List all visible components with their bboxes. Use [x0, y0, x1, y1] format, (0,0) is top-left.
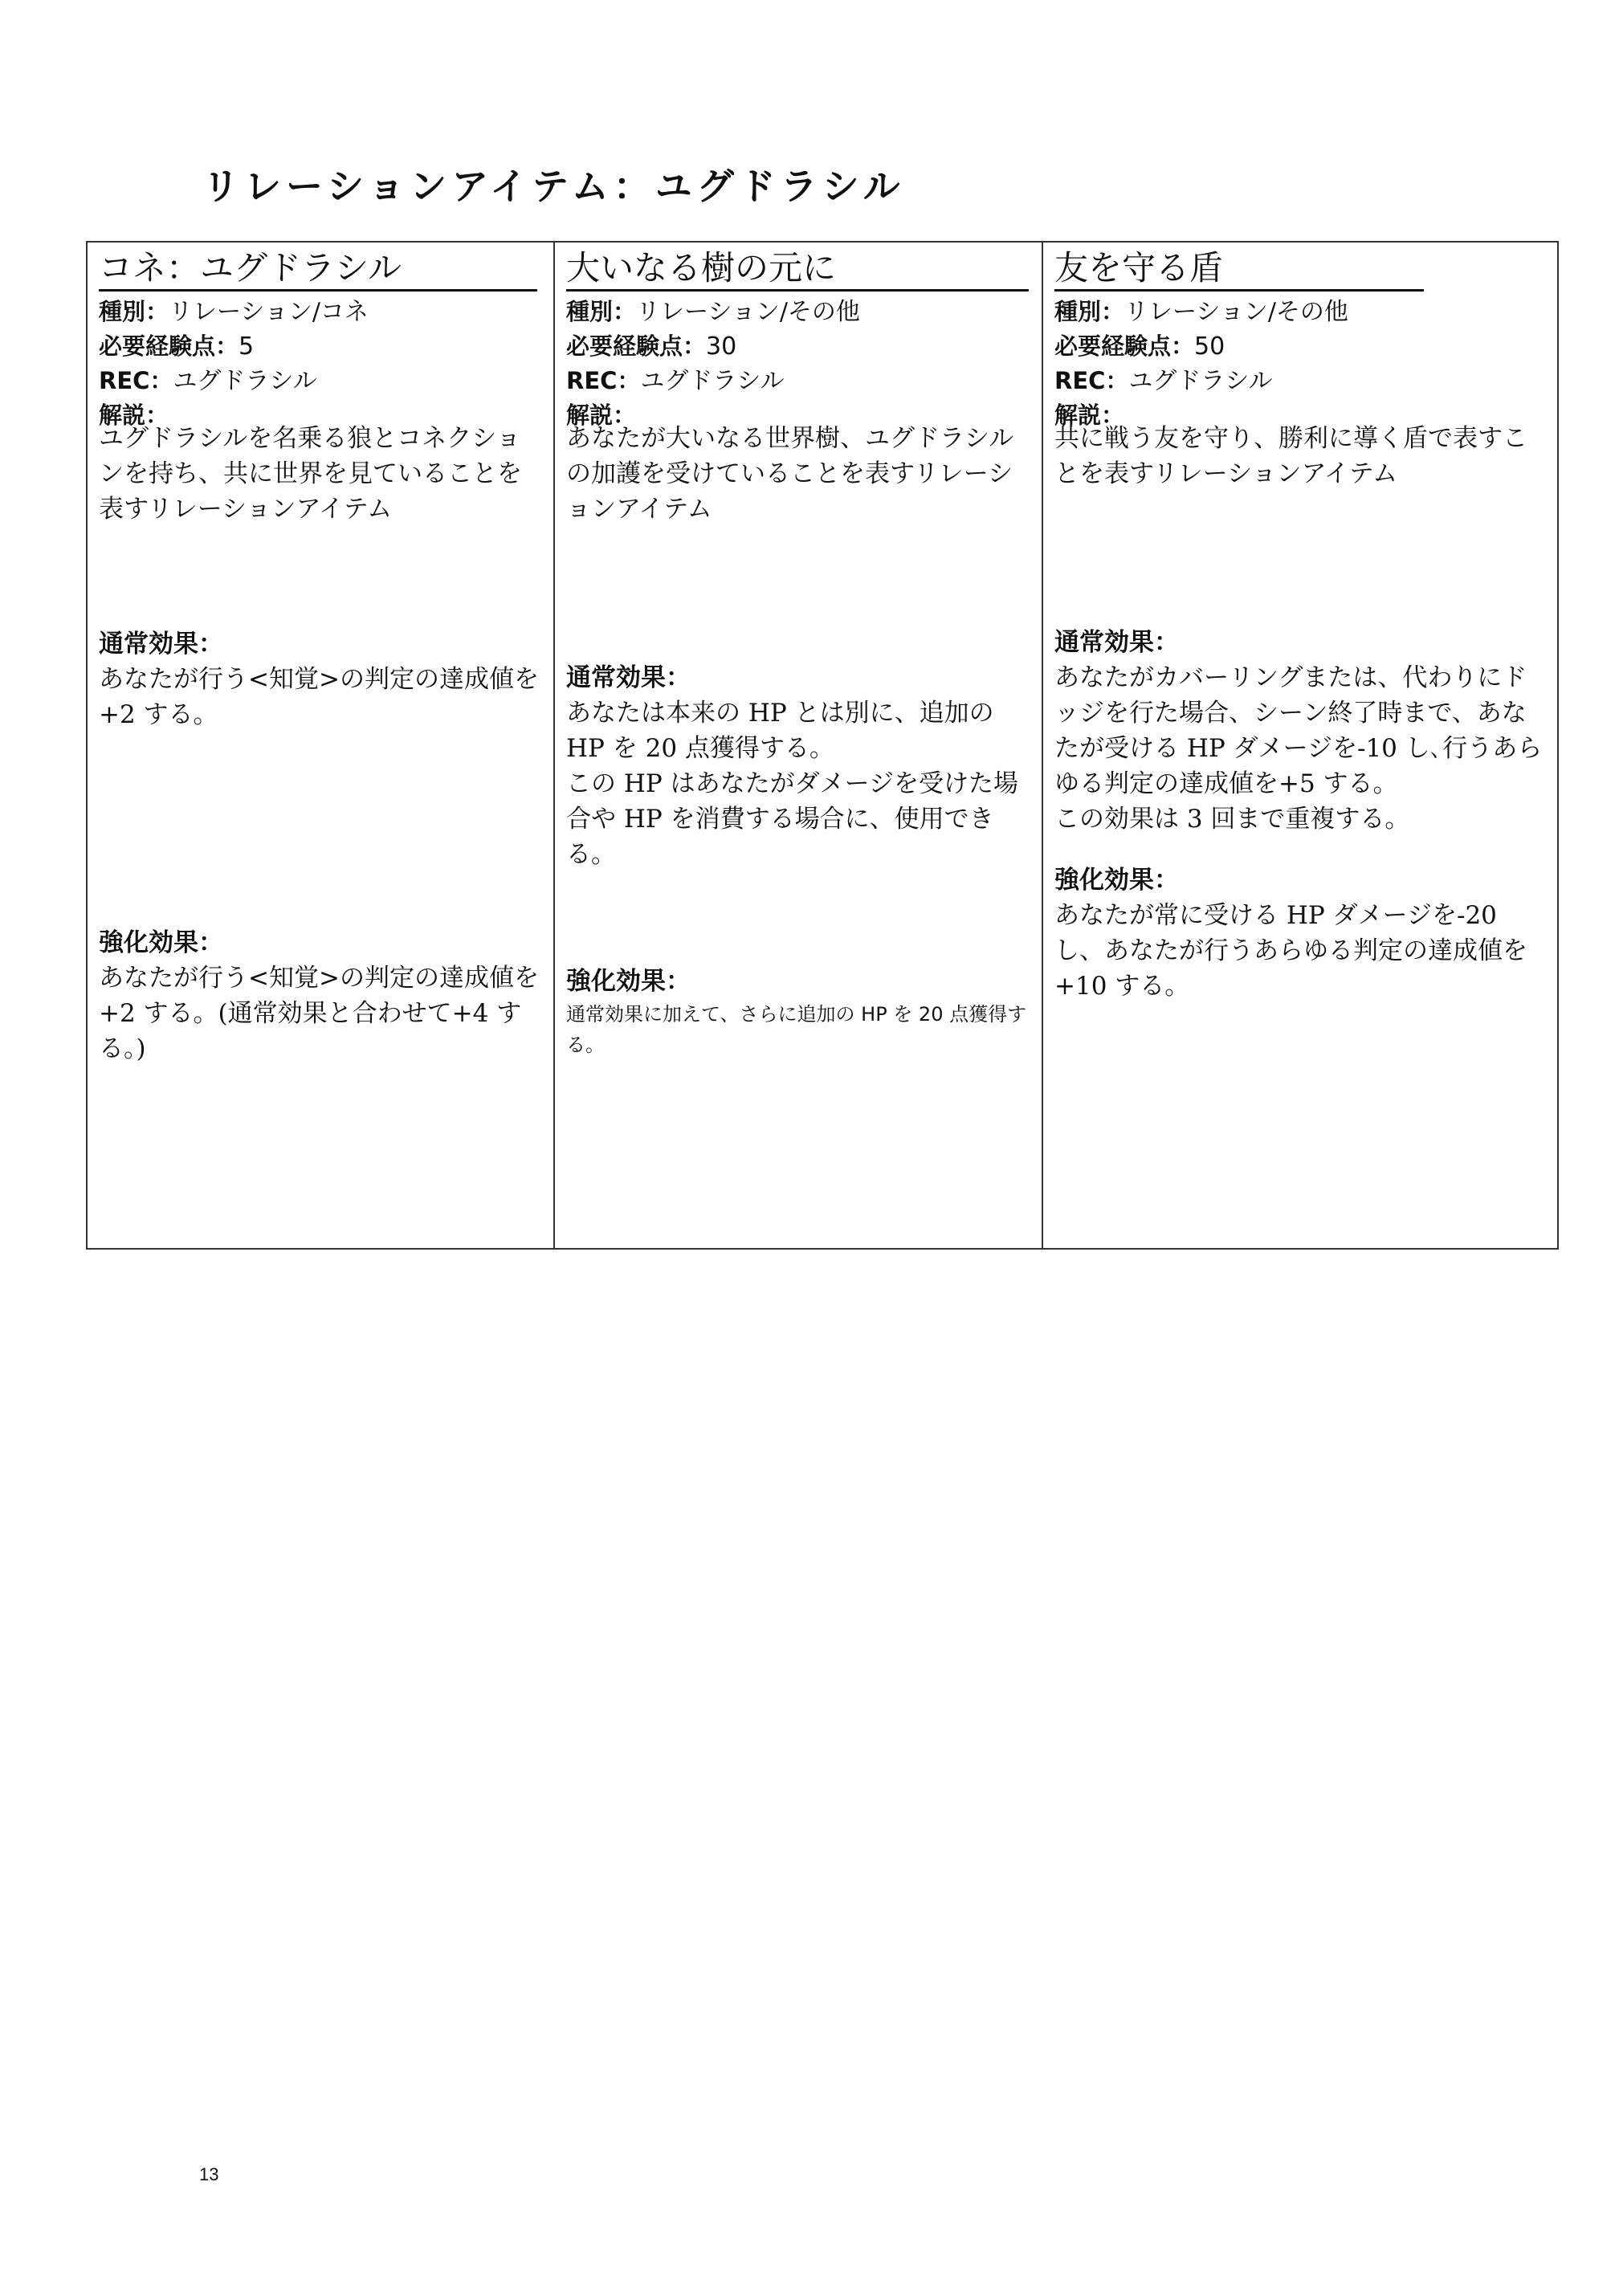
normal-effect-label: 通常効果： — [99, 630, 223, 659]
page-number: 13 — [199, 2164, 219, 2184]
rec-value: ユグドラシル — [640, 367, 785, 395]
normal-effect-label: 通常効果： — [566, 663, 691, 692]
exp-row — [1054, 329, 1546, 364]
exp-label: 必要経験点： — [566, 332, 707, 360]
rec-label: REC： — [1054, 367, 1129, 394]
description-text: ユグドラシルを名乗る狼とコネクションを持ち、共に世界を見ていることを表すリレーションアイテム — [99, 424, 522, 524]
description-label: 解説： — [566, 402, 637, 429]
enhanced-effect-text: あなたが行う<知覚>の判定の達成値を+2 する。(通常効果と合わせて+4 する。) — [99, 964, 539, 1063]
enhanced-effect-label: 強化効果： — [99, 928, 223, 957]
item-meta — [566, 295, 1030, 433]
type-row — [99, 295, 542, 329]
enhanced-effect-text: 通常効果に加えて、さらに追加の HP を 20 点獲得する。 — [566, 1003, 1027, 1056]
exp-row — [566, 329, 1030, 364]
exp-row — [99, 329, 542, 364]
exp-value: 50 — [1194, 332, 1225, 361]
type-row — [1054, 295, 1546, 329]
item-column-2 — [553, 243, 1042, 1248]
enhanced-effect-label: 強化効果： — [566, 967, 691, 996]
type-label: 種別： — [99, 298, 169, 325]
page-title: リレーションアイテム：ユグドラシル — [202, 165, 905, 208]
type-row — [566, 295, 1030, 329]
exp-label: 必要経験点： — [1054, 332, 1195, 360]
normal-effect-text-1: あなたがカバーリングまたは、代わりにドッジを行た場合、シーン終了時まで、あなたが受ける HP ダメージを-10 し､行うあらゆる判定の達成値を+5 する。 — [1054, 663, 1543, 798]
enhanced-effect-label: 強化効果： — [1054, 866, 1179, 895]
exp-value: 30 — [706, 332, 737, 361]
item-meta — [1054, 295, 1546, 433]
description-label: 解説： — [99, 402, 169, 429]
rec-row — [566, 364, 1030, 398]
type-value: リレーション/その他 — [636, 298, 860, 326]
relation-items-table — [86, 241, 1559, 1250]
normal-effect-text-1: あなたは本来の HP とは別に、追加の HP を 20 点獲得する。 — [566, 699, 994, 763]
description-text: 共に戦う友を守り、勝利に導く盾で表すことを表すリレーションアイテム — [1054, 424, 1527, 488]
item-meta — [99, 295, 542, 433]
rec-row — [1054, 364, 1546, 398]
item-column-3 — [1042, 243, 1557, 1248]
exp-label: 必要経験点： — [99, 332, 239, 360]
description-label: 解説： — [1054, 402, 1125, 429]
type-label: 種別： — [566, 298, 637, 325]
type-value: リレーション/コネ — [169, 298, 369, 326]
type-value: リレーション/その他 — [1124, 298, 1348, 326]
item-column-1 — [88, 243, 553, 1248]
item-title: 友を守る盾 — [1054, 247, 1424, 292]
exp-value: 5 — [239, 332, 255, 361]
rec-label: REC： — [99, 367, 173, 394]
description-text: あなたが大いなる世界樹、ユグドラシルの加護を受けていることを表すリレーションアイテム — [566, 424, 1014, 524]
type-label: 種別： — [1054, 298, 1125, 325]
enhanced-effect-text: あなたが常に受ける HP ダメージを-20 し、あなたが行うあらゆる判定の達成値を+10 する。 — [1054, 901, 1527, 1001]
normal-effect-label: 通常効果： — [1054, 628, 1179, 657]
rec-label: REC： — [566, 367, 641, 394]
rec-row — [99, 364, 542, 398]
normal-effect-text: あなたが行う<知覚>の判定の達成値を+2 する。 — [99, 665, 539, 729]
normal-effect-text-2: この HP はあなたがダメージを受けた場合や HP を消費する場合に、使用できる。 — [566, 769, 1018, 869]
normal-effect-text-2: この効果は 3 回まで重複する。 — [1054, 805, 1410, 834]
item-title: 大いなる樹の元に — [566, 247, 1029, 292]
item-title: コネ：ユグドラシル — [99, 247, 537, 292]
rec-value: ユグドラシル — [173, 367, 317, 395]
rec-value: ユグドラシル — [1128, 367, 1273, 395]
